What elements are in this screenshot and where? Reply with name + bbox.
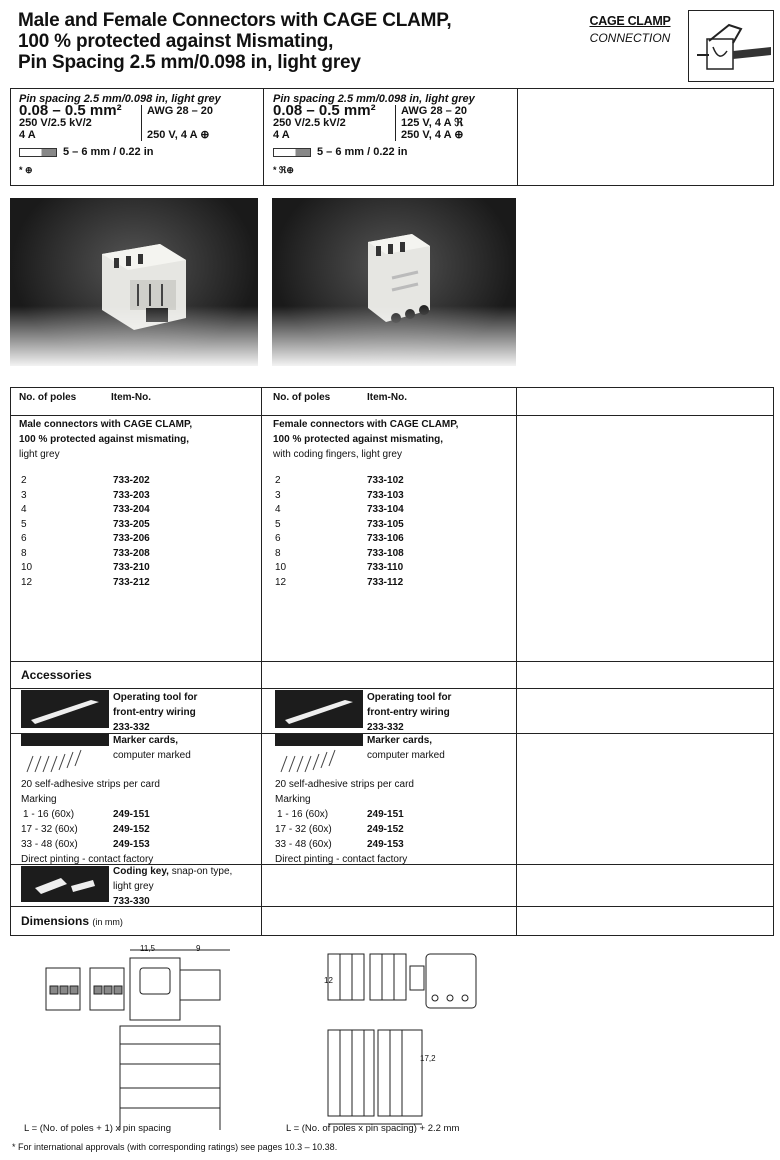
- range-cell: 17 - 32 (60x): [21, 824, 78, 835]
- item-number: 233-332: [113, 722, 150, 733]
- strip-length: 5 – 6 mm / 0.22 in: [317, 146, 408, 158]
- awg-range: AWG 28 – 20: [401, 105, 468, 117]
- poles-cell: 6: [275, 533, 281, 544]
- item-cell: 733-203: [113, 489, 150, 501]
- desc-line: light grey: [19, 449, 60, 460]
- item-cell: 733-108: [367, 547, 404, 559]
- table-row: [275, 561, 404, 576]
- table-row: [21, 822, 160, 837]
- table-row: [21, 807, 160, 822]
- current-rating: 4 A: [273, 129, 290, 141]
- desc-line: with coding fingers, light grey: [273, 449, 402, 460]
- range-cell: 33 - 48 (60x): [275, 839, 332, 850]
- strips-note: 20 self-adhesive strips per card: [275, 779, 414, 790]
- approval-rating-1: [147, 117, 213, 129]
- poles-cell: 12: [21, 576, 33, 588]
- approval-rating-1: 125 V, 4 A ℜ: [401, 117, 464, 129]
- spec-heading: Pin spacing 2.5 mm/0.098 in, light grey: [273, 93, 475, 105]
- poles-cell: 6: [21, 533, 27, 544]
- dimension-drawings: [10, 940, 772, 1134]
- title-line-3: Pin Spacing 2.5 mm/0.098 in, light grey: [18, 52, 361, 73]
- brand-logo: [580, 14, 680, 45]
- coding-key-image: [21, 866, 109, 902]
- operating-tool-image: [275, 690, 363, 728]
- strips-note: 20 self-adhesive strips per card: [21, 779, 160, 790]
- item-cell: 733-208: [113, 547, 150, 559]
- strip-length-icon: [273, 148, 311, 157]
- table-row: [21, 576, 150, 591]
- male-connector-photo: [10, 198, 258, 366]
- table-row: [21, 837, 160, 852]
- poles-cell: 8: [21, 547, 27, 559]
- dim-label: 11,5: [140, 944, 155, 953]
- item-cell: 733-210: [113, 562, 150, 573]
- desc-line: light grey: [113, 881, 154, 892]
- marker-card-image: [275, 734, 363, 774]
- poles-cell: 3: [21, 489, 27, 501]
- item-cell: 733-202: [113, 475, 150, 486]
- range-cell: 1 - 16 (60x): [277, 809, 329, 820]
- brand-name: CAGE CLAMP: [589, 14, 671, 28]
- marker-desc: [367, 733, 445, 763]
- formula-male: L = (No. of poles + 1) x pin spacing: [24, 1123, 171, 1134]
- desc-line: front-entry wiring: [367, 707, 450, 718]
- table-row: [21, 474, 150, 489]
- approval-rating-2: 250 V, 4 A ⊕: [401, 129, 464, 141]
- coding-key-type: snap-on type,: [168, 866, 233, 877]
- table-row: [275, 837, 414, 852]
- desc-line: 100 % protected against mismating,: [273, 434, 444, 445]
- marker-card-image: [21, 734, 109, 774]
- item-cell: 733-212: [113, 576, 150, 588]
- poles-cell: 10: [21, 562, 33, 573]
- coding-key-name: Coding key,: [113, 866, 169, 877]
- title-line-1: Male and Female Connectors with CAGE CLAMP,: [18, 10, 452, 31]
- poles-cell: 5: [21, 518, 27, 530]
- wire-range: 0.08 – 0.5 mm²: [273, 102, 376, 119]
- dim-label: 9: [196, 944, 201, 953]
- item-cell: 249-151: [113, 809, 150, 820]
- item-cell: 733-205: [113, 518, 150, 530]
- item-cell: 249-153: [113, 839, 150, 850]
- item-cell: 733-104: [367, 504, 404, 515]
- tool-desc: [367, 690, 451, 735]
- poles-cell: 12: [275, 576, 287, 588]
- coding-key-desc: [113, 864, 232, 909]
- col-header-item: Item-No.: [111, 392, 151, 403]
- item-cell: 249-151: [367, 809, 404, 820]
- brand-sub: CONNECTION: [589, 31, 671, 45]
- marker-desc: [113, 733, 191, 763]
- desc-line: computer marked: [113, 750, 191, 761]
- voltage-rating: 250 V/2.5 kV/2: [273, 117, 346, 129]
- poles-cell: 10: [275, 562, 287, 573]
- table-row: [275, 822, 414, 837]
- accessories-title: Accessories: [21, 668, 92, 682]
- range-cell: 33 - 48 (60x): [21, 839, 78, 850]
- poles-cell: 2: [21, 475, 27, 486]
- poles-cell: 8: [275, 547, 281, 559]
- table-row: [275, 576, 404, 591]
- approval-marks: * ℜ⊕: [273, 165, 294, 175]
- spec-heading: Pin spacing 2.5 mm/0.098 in, light grey: [19, 93, 221, 105]
- item-cell: 733-105: [367, 518, 404, 530]
- desc-line: Operating tool for: [113, 692, 198, 703]
- female-item-list: [275, 474, 404, 590]
- desc-line: computer marked: [367, 750, 445, 761]
- item-cell: 733-204: [113, 504, 150, 515]
- wire-range: 0.08 – 0.5 mm²: [19, 102, 122, 119]
- approval-marks: * ⊕: [19, 165, 33, 175]
- item-cell: 249-153: [367, 839, 404, 850]
- page-title: [18, 10, 451, 73]
- desc-line: front-entry wiring: [113, 707, 196, 718]
- marker-details: [275, 777, 414, 867]
- poles-cell: 2: [275, 475, 281, 486]
- tool-desc: [113, 690, 197, 735]
- table-row: [21, 518, 150, 533]
- direct-print-note: Direct pinting - contact factory: [275, 854, 408, 865]
- approval-rating-2: 250 V, 4 A ⊕: [147, 129, 210, 141]
- dimensions-heading: Dimensions: [21, 914, 90, 928]
- table-row: [275, 474, 404, 489]
- voltage-rating: 250 V/2.5 kV/2: [19, 117, 92, 129]
- formula-female: L = (No. of poles x pin spacing) + 2.2 mm: [286, 1123, 460, 1134]
- poles-cell: 5: [275, 518, 281, 530]
- table-row: [275, 547, 404, 562]
- dim-label: 12: [324, 976, 333, 985]
- spec-table: [10, 88, 774, 186]
- desc-line: Operating tool for: [367, 692, 452, 703]
- table-row: [275, 807, 414, 822]
- spec-male: [19, 93, 259, 176]
- desc-line: 100 % protected against mismating,: [19, 434, 190, 445]
- product-table: [10, 387, 774, 936]
- item-cell: 733-102: [367, 475, 404, 486]
- item-number: 233-332: [367, 722, 404, 733]
- direct-print-note: Direct pinting - contact factory: [21, 854, 154, 865]
- table-row: [275, 532, 404, 547]
- male-group-desc: [19, 417, 192, 462]
- desc-line: Male connectors with CAGE CLAMP,: [19, 419, 193, 430]
- spec-female: [273, 93, 513, 176]
- table-row: [21, 532, 150, 547]
- table-row: [275, 518, 404, 533]
- poles-cell: 3: [275, 489, 281, 501]
- item-cell: 733-206: [113, 533, 150, 544]
- col-header-poles: No. of poles: [19, 392, 77, 403]
- col-header-poles: No. of poles: [273, 392, 331, 403]
- range-cell: 1 - 16 (60x): [23, 809, 75, 820]
- operating-tool-image: [21, 690, 109, 728]
- table-row: [21, 547, 150, 562]
- marker-details: [21, 777, 160, 867]
- item-cell: 249-152: [113, 824, 150, 835]
- table-row: [21, 489, 150, 504]
- female-connector-photo: [272, 198, 516, 366]
- item-cell: 733-103: [367, 489, 404, 501]
- marking-label: Marking: [21, 794, 57, 805]
- range-cell: 17 - 32 (60x): [275, 824, 332, 835]
- male-item-list: [21, 474, 150, 590]
- item-number: 733-330: [113, 896, 150, 907]
- table-row: [275, 489, 404, 504]
- marking-label: Marking: [275, 794, 311, 805]
- strip-length-icon: [19, 148, 57, 157]
- title-line-2: 100 % protected against Mismating,: [18, 31, 334, 52]
- dimensions-unit: (in mm): [92, 917, 123, 927]
- desc-line: Female connectors with CAGE CLAMP,: [273, 419, 459, 430]
- table-row: [21, 561, 150, 576]
- current-rating: 4 A: [19, 129, 36, 141]
- cage-clamp-illustration: [688, 10, 774, 82]
- strip-length: 5 – 6 mm / 0.22 in: [63, 146, 154, 158]
- desc-line: Marker cards,: [113, 735, 179, 746]
- item-cell: 733-112: [367, 576, 404, 588]
- table-row: [275, 503, 404, 518]
- dimensions-title: [21, 914, 123, 928]
- desc-line: Marker cards,: [367, 735, 433, 746]
- female-group-desc: [273, 417, 458, 462]
- item-cell: 249-152: [367, 824, 404, 835]
- dim-label: 17,2: [420, 1054, 436, 1063]
- col-header-item: Item-No.: [367, 392, 407, 403]
- awg-range: AWG 28 – 20: [147, 105, 214, 117]
- item-cell: 733-106: [367, 533, 404, 544]
- table-row: [21, 503, 150, 518]
- item-cell: 733-110: [367, 562, 404, 573]
- poles-cell: 4: [21, 504, 27, 515]
- poles-cell: 4: [275, 504, 281, 515]
- footnote: * For international approvals (with corresponding ratings) see pages 10.3 – 10.38.: [12, 1142, 338, 1152]
